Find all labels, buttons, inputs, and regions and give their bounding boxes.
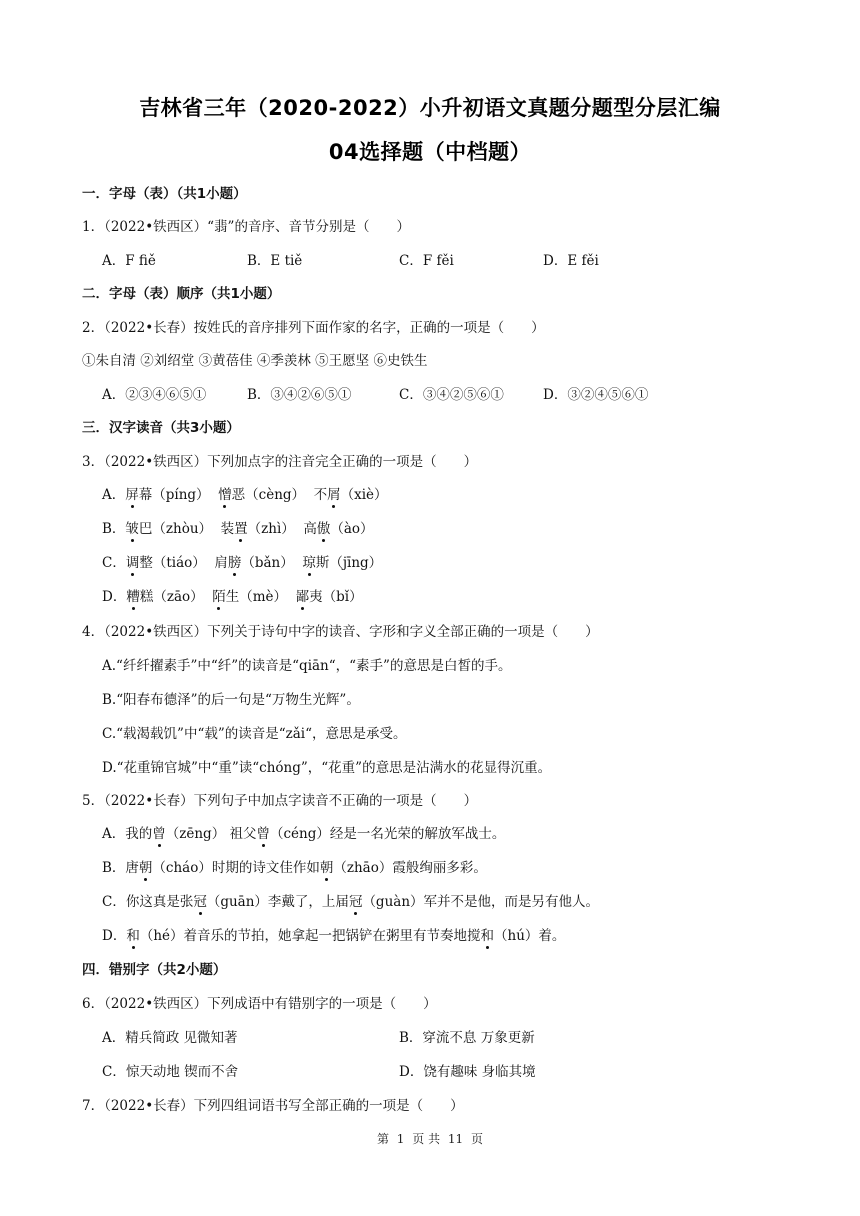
- question-1-stem: 1．（2022•铁西区）“翡”的音序、音节分别是（ ）: [82, 219, 410, 235]
- question-6-stem: 6．（2022•铁西区）下列成语中有错别字的一项是（ ）: [82, 996, 437, 1012]
- question-5-option-a: A．我的曾（zēng） 祖父曾（céng）经是一名光荣的解放军战士。: [102, 822, 505, 842]
- document-title-line1: 吉林省三年（2020-2022）小升初语文真题分题型分层汇编: [139, 96, 721, 120]
- page-footer: 第 1 页 共 11 页: [376, 1132, 484, 1146]
- section-heading-4: 四．错别字（共2小题）: [82, 962, 227, 978]
- question-3-option-b: B．皱巴（zhòu） 装置（zhì） 高傲（ào）: [102, 517, 374, 537]
- question-1-option-b: B．E tiě: [247, 253, 303, 269]
- question-4-option-b: B.“阳春布德泽”的后一句是“万物生光辉”。: [102, 692, 360, 708]
- question-2-option-b: B．③④②⑥⑤①: [247, 387, 352, 403]
- question-5-option-c: C．你这真是张冠（guān）李戴了，上届冠（guàn）军并不是他，而是另有他人。: [102, 890, 599, 910]
- question-1-option-a: A．F fiě: [102, 253, 156, 269]
- question-1-option-d: D．E fěi: [543, 253, 599, 269]
- question-7-stem: 7．（2022•长春）下列四组词语书写全部正确的一项是（ ）: [82, 1098, 464, 1114]
- question-2-stem: 2．（2022•长春）按姓氏的音序排列下面作家的名字，正确的一项是（ ）: [82, 320, 545, 336]
- question-3-option-d: D．糟糕（zāo） 陌生（mè） 鄙夷（bǐ）: [102, 585, 363, 605]
- question-2-names: ①朱自清 ②刘绍堂 ③黄蓓佳 ④季羡林 ⑤王愿坚 ⑥史铁生: [82, 353, 428, 369]
- section-heading-2: 二．字母（表）顺序（共1小题）: [82, 286, 281, 302]
- question-3-option-c: C．调整（tiáo） 肩膀（bǎn） 琼斯（jīng）: [102, 551, 382, 571]
- question-5-stem: 5．（2022•长春）下列句子中加点字读音不正确的一项是（ ）: [82, 793, 478, 809]
- question-4-stem: 4．（2022•铁西区）下列关于诗句中字的读音、字形和字义全部正确的一项是（ ）: [82, 624, 599, 640]
- document-title-line2: 04选择题（中档题）: [328, 140, 532, 164]
- total-page-count: 11: [447, 1132, 464, 1146]
- question-6-option-c: C．惊天动地 锲而不舍: [102, 1064, 239, 1080]
- question-6-option-a: A．精兵简政 见微知著: [102, 1030, 238, 1046]
- section-heading-3: 三．汉字读音（共3小题）: [82, 420, 240, 436]
- current-page-number: 1: [396, 1132, 405, 1146]
- question-5-option-d: D．和（hé）着音乐的节拍，她拿起一把锅铲在粥里有节奏地搅和（hú）着。: [102, 924, 565, 944]
- question-2-option-d: D．③②④⑤⑥①: [543, 387, 649, 403]
- question-2-option-c: C．③④②⑤⑥①: [399, 387, 504, 403]
- section-heading-1: 一．字母（表）（共1小题）: [82, 186, 247, 202]
- question-4-option-c: C.“载渴载饥”中“载”的读音是“zǎi“，意思是承受。: [102, 726, 407, 742]
- question-4-option-a: A.“纤纤擢素手”中“纤”的读音是“qiān“，“素手”的意思是白皙的手。: [102, 658, 512, 674]
- question-4-option-d: D.“花重锦官城”中“重”读“chóng”，“花重”的意思是沾满水的花显得沉重。: [102, 760, 552, 776]
- question-3-stem: 3．（2022•铁西区）下列加点字的注音完全正确的一项是（ ）: [82, 454, 478, 470]
- question-6-option-d: D．饶有趣味 身临其境: [399, 1064, 536, 1080]
- question-5-option-b: B．唐朝（cháo）时期的诗文佳作如朝（zhāo）霞般绚丽多彩。: [102, 856, 487, 876]
- question-6-option-b: B．穿流不息 万象更新: [399, 1030, 535, 1046]
- question-1-option-c: C．F fěi: [399, 253, 454, 269]
- question-2-option-a: A．②③④⑥⑤①: [102, 387, 207, 403]
- question-3-option-a: A．屏幕（píng） 憎恶（cèng） 不屑（xiè）: [102, 483, 388, 503]
